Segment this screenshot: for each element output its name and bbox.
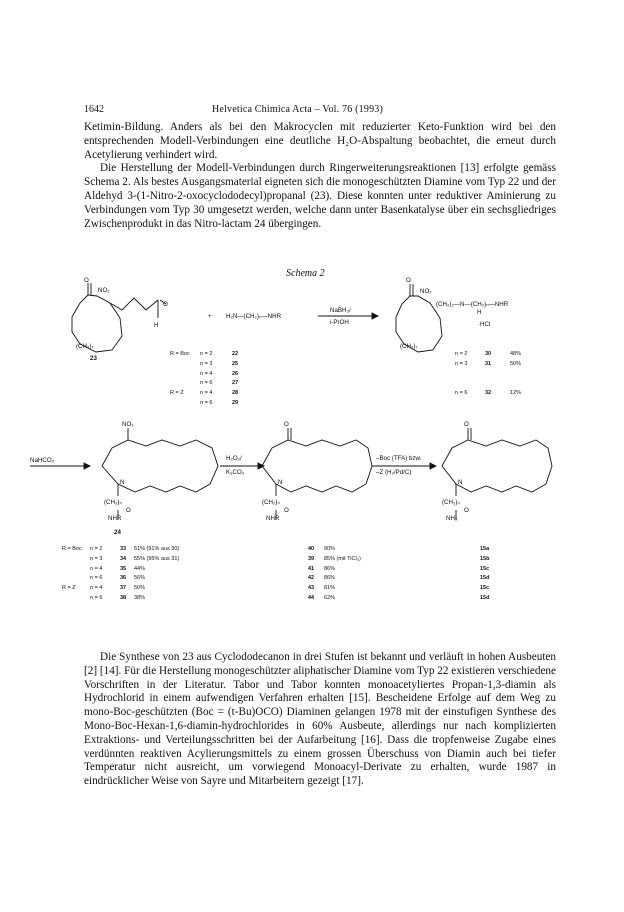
lactam-number: 34: [120, 555, 127, 562]
product-number: 32: [485, 390, 492, 397]
label-reagent-top: NaBH₃/: [330, 307, 351, 314]
product-yield: 48%: [510, 351, 522, 357]
lactam-number: 33: [120, 546, 127, 552]
keto-yield: 90%: [324, 546, 336, 552]
label-reagent-bottom: i-PrOH: [330, 319, 349, 326]
label-o-23b: O: [163, 301, 168, 308]
r-group: R = Boc: [62, 546, 82, 552]
label-dep-bottom: –Z (H₂/Pd/C): [376, 469, 412, 476]
keto-number: 43: [308, 585, 315, 592]
label-ox-bottom: K₂CO₃: [226, 469, 245, 476]
keto-yield: 62%: [324, 594, 336, 601]
label-compound-23: 23: [90, 355, 97, 362]
macrocycle-24: [102, 440, 218, 492]
keto-number: 40: [308, 546, 315, 552]
r-group: R = Z: [62, 585, 76, 592]
running-header: [84, 104, 554, 118]
lactam-number: 35: [120, 565, 127, 572]
label-ch2-final: (CH₂)ₙ: [442, 499, 460, 506]
label-plus: +: [208, 313, 212, 320]
intro-text: [84, 121, 556, 231]
macrocycle-keto: [262, 440, 372, 492]
label-o-keto: O: [284, 421, 289, 428]
label-compound-24: 24: [114, 529, 121, 536]
label-salt-30: ·HCl: [478, 321, 491, 328]
label-ch2-24: (CH₂)ₙ: [104, 499, 122, 506]
label-o-23a: O: [84, 277, 89, 284]
final-number: 15c: [480, 565, 490, 572]
paragraph-2: Die Herstellung der Modell-Verbindungen durch Ringerweiterungsreaktionen [13] erfolgte gemäss Schema 2. Als bestes Ausgangsmaterial eigneten sich die monogeschützten Diamine vom Typ 22 und der Aldehyd 3-(1-Nitro-2-oxocyclododecyl)propanal (23). Diese konnten unter reduktiver Aminierung zu Verbindungen vom Typ 30 umgesetzt werden, welche dann unter Basenkatalyse über ein sechsgliedriges Zwischenprodukt in das Nitro-lactam 24 übergingen.: [84, 162, 556, 230]
paragraph-3: Die Synthese von 23 aus Cyclododecanon in drei Stufen ist bekannt und verläuft in hohen Ausbeuten [2] [14]. Für die Herstellung monogeschützter aliphatischer Diamine vom Typ 22 existieren verschiedene Vorschriften in der Literatur. Tabor und Tabor konnten monoacetyliertes Propan-1,3-diamin als Hydrochlorid in einem aufwendigen Verfahren erhalten [15]. Bescheidene Erfolge auf dem Weg zu mono-Boc-geschützten (Boc = (t-Bu)OCO) Diaminen gelangen 1978 mit der einstufigen Synthese des Mono-Boc-Hexan-1,6-diamin-hydrochlorides in 60% Ausbeute, allerdings nur nach komplizierten Extraktions- und Verteilungsschritten bei der Aufarbeitung [16]. Dass die tropfenweise Zugabe eines verdünnten reaktiven Acylierungsmittels zu einem grossen Überschuss von Diamin auch bei tiefer Temperatur nicht ausreicht, um vorwiegend Monoacyl-Derivate zu erhalten, wurde 1987 in eindrücklicher Weise von Sayre und Mitarbeitern gezeigt [17].: [84, 651, 556, 788]
ring-23: [72, 295, 122, 352]
keto-number: 44: [308, 594, 315, 601]
final-number: 15a: [480, 546, 490, 552]
product-yield: 50%: [510, 360, 522, 367]
n-value: n = 4: [200, 370, 213, 377]
lactam-number: 36: [120, 575, 127, 582]
n-value: n = 6: [90, 594, 103, 601]
product-n-value: n = 6: [455, 390, 468, 397]
product-yield: 12%: [510, 390, 522, 397]
final-number: 15d: [480, 594, 490, 601]
label-o2-final: O: [464, 507, 469, 514]
n-value: n = 2: [200, 351, 213, 357]
label-ox-top: H₂O₂/: [226, 455, 242, 462]
n-value: n = 6: [200, 399, 213, 406]
final-number: 15b: [480, 555, 490, 562]
compound-number: 29: [232, 399, 239, 406]
compound-number: 27: [232, 380, 239, 387]
n-value: n = 6: [90, 575, 103, 582]
n-value: n = 4: [90, 565, 103, 572]
final-number: 15c: [480, 585, 490, 592]
n-value: n = 4: [200, 390, 213, 397]
macrocycle-final: [442, 440, 552, 492]
keto-yield: 85% (mit TiCl₃): [324, 555, 361, 562]
product-number: 30: [485, 351, 492, 357]
lactam-number: 37: [120, 585, 127, 592]
label-nhr-keto: NHR: [266, 515, 280, 522]
lactam-number: 38: [120, 594, 127, 601]
r-group: R = Boc: [170, 351, 190, 357]
chain-23: [110, 303, 122, 310]
lactam-yield: 50%: [134, 585, 146, 592]
label-ch2-keto: (CH₂)ₙ: [262, 499, 280, 506]
label-no2-23: NO₂: [98, 287, 110, 294]
label-ring-30: (CH₂)₇: [400, 343, 418, 350]
keto-yield: 86%: [324, 575, 336, 582]
keto-yield: 86%: [324, 565, 336, 572]
label-n-final: N: [458, 479, 463, 486]
keto-number: 39: [308, 555, 315, 562]
r-group: R = Z: [170, 390, 184, 397]
label-o2-keto: O: [284, 507, 289, 514]
label-chain-30: (CH₂)₂—N—(CH₂)ₙ—NHR: [436, 301, 509, 308]
n-value: n = 3: [200, 360, 213, 367]
lactam-yield: 38%: [134, 594, 146, 601]
lactam-yield: 55% (95% aus 31): [134, 555, 180, 562]
journal-title: Helvetica Chimica Acta – Vol. 76 (1993): [212, 104, 384, 115]
ring-30: [396, 296, 442, 352]
product-n-value: n = 3: [455, 360, 468, 367]
keto-yield: 81%: [324, 585, 336, 592]
label-no2-24: NO₂: [122, 421, 134, 428]
product-n-value: n = 2: [455, 351, 468, 357]
label-o-final: O: [464, 421, 469, 428]
compound-number: 28: [232, 390, 239, 397]
label-o-24: O: [126, 507, 131, 514]
n-value: n = 3: [90, 555, 103, 562]
label-dep-top: –Boc (TFA) bzw.: [376, 455, 422, 462]
product-number: 31: [485, 360, 492, 367]
label-h-23: H: [154, 322, 159, 329]
compound-number: 26: [232, 370, 239, 377]
compound-number: 25: [232, 360, 239, 367]
n-value: n = 2: [90, 546, 103, 552]
label-no2-30: NO₂: [420, 288, 432, 295]
n-value: n = 6: [200, 380, 213, 387]
label-ring-23: (CH₂)₇: [76, 343, 94, 350]
label-n-24: N: [120, 479, 125, 486]
page-number: 1642: [84, 104, 104, 115]
keto-number: 42: [308, 575, 315, 582]
compound-number: 22: [232, 351, 239, 357]
final-number: 15d: [480, 575, 490, 582]
label-h-30: H: [477, 309, 482, 316]
lactam-yield: 51% (91% aus 30): [134, 546, 180, 552]
label-amine-22: H₂N—(CH₂)ₙ—NHR: [226, 313, 282, 320]
label-base: NaHCO₃: [30, 457, 55, 464]
label-n-keto: N: [278, 479, 283, 486]
lactam-yield: 56%: [134, 575, 146, 582]
label-o-30: O: [406, 277, 411, 284]
label-nhr-24: NHR: [108, 515, 122, 522]
keto-number: 41: [308, 565, 315, 572]
body-text: [84, 651, 556, 789]
lactam-yield: 44%: [134, 565, 146, 572]
label-nh2-final: NH₂: [446, 515, 458, 522]
scheme-title: Schema 2: [286, 268, 325, 279]
paragraph-1: Ketimin-Bildung. Anders als bei den Makrocyclen mit reduzierter Keto-Funktion wird bei den entsprechenden Modell-Verbindungen eine deutliche H₂O-Abspaltung beobachtet, die erneut durch Acetylierung verhindert wird.: [84, 121, 556, 161]
n-value: n = 4: [90, 585, 103, 592]
